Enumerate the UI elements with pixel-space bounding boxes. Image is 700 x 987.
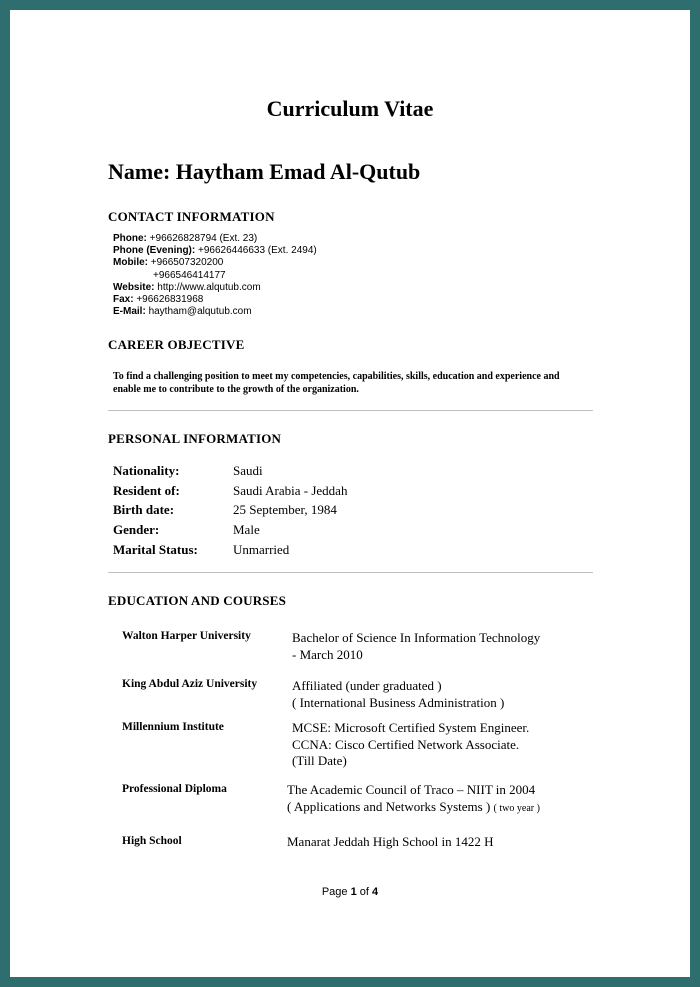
gender-label: Gender:: [113, 522, 160, 538]
education-line: - March 2010: [292, 646, 363, 662]
divider: [108, 410, 593, 411]
mobile-value-1: +966507320200: [150, 257, 224, 269]
phone-value: +96626828794 (Ext. 23): [149, 233, 258, 244]
education-heading: EDUCATION AND COURSES: [108, 593, 287, 608]
education-line: Bachelor of Science In Information Technology: [292, 630, 541, 645]
education-detail: [292, 630, 540, 663]
birth-date-label: Birth date:: [113, 502, 175, 518]
contact-heading: CONTACT INFORMATION: [108, 209, 275, 224]
education-line: ( International Business Administration ): [292, 694, 505, 710]
phone-evening-value: +96626446633 (Ext. 2494): [198, 245, 317, 257]
marital-status-value: Unmarried: [233, 541, 290, 557]
document-title: Curriculum Vitae: [266, 96, 434, 121]
resident-value: Saudi Arabia - Jeddah: [233, 482, 348, 498]
education-line: CCNA: Cisco Certified Network Associate.: [292, 736, 520, 752]
resident-label: Resident of:: [113, 482, 180, 498]
nationality-value: Saudi: [233, 463, 263, 478]
website-label: Website:: [113, 281, 155, 293]
page-number: [10, 886, 690, 898]
career-heading: CAREER OBJECTIVE: [108, 337, 245, 352]
education-line: Affiliated (under graduated ): [292, 678, 442, 693]
phone-label: Phone:: [113, 233, 147, 244]
education-line: Manarat Jeddah High School in 1422 H: [287, 834, 494, 849]
marital-status-label: Marital Status:: [113, 541, 198, 557]
education-line: MCSE: Microsoft Certified System Engineer.: [292, 720, 530, 735]
education-line-with-note: [287, 799, 540, 818]
mobile-value-2: +966546414177: [153, 269, 226, 281]
nationality-label: Nationality:: [113, 463, 180, 478]
fax-value: +96626831968: [136, 294, 204, 306]
website-value[interactable]: http://www.alqutub.com: [157, 281, 261, 293]
personal-heading: PERSONAL INFORMATION: [108, 431, 282, 446]
phone-row: [113, 233, 317, 245]
email-value[interactable]: haytham@alqutub.com: [148, 306, 252, 318]
website-row: [113, 282, 317, 294]
mobile-row: [113, 257, 317, 269]
fax-row: [113, 294, 317, 306]
phone-evening-label: Phone (Evening):: [113, 245, 196, 257]
gender-value: Male: [233, 522, 260, 538]
education-institution: Professional Diploma: [122, 783, 227, 795]
education-detail: [287, 834, 494, 851]
education-note: ( two year ): [493, 802, 540, 814]
candidate-name: Name: Haytham Emad Al-Qutub: [108, 159, 421, 184]
education-line: The Academic Council of Traco – NIIT in 2004: [287, 782, 536, 797]
email-row: [113, 306, 317, 318]
total-pages: 4: [372, 886, 379, 898]
birth-date-value: 25 September, 1984: [233, 502, 337, 518]
email-label: E-Mail:: [113, 306, 146, 318]
education-institution: King Abdul Aziz University: [122, 678, 258, 690]
of-word: of: [359, 886, 369, 898]
education-detail: [292, 720, 529, 770]
contact-block: [113, 233, 317, 318]
fax-label: Fax:: [113, 294, 134, 306]
education-line: ( Applications and Networks Systems ): [287, 798, 491, 814]
phone-evening-row: [113, 245, 317, 257]
mobile-row-2: [113, 270, 317, 282]
education-detail: [292, 678, 504, 711]
career-objective-text: To find a challenging position to meet my competencies, capabilities, skills, education and experience and enable me to contribute to the growth of the organization.: [113, 371, 560, 395]
mobile-label: Mobile:: [113, 257, 148, 269]
education-institution: Walton Harper University: [122, 630, 251, 642]
education-line: (Till Date): [292, 753, 347, 768]
divider: [108, 572, 593, 573]
education-detail: [287, 782, 540, 817]
education-institution: Millennium Institute: [122, 721, 224, 733]
document-page: [10, 10, 690, 977]
current-page: 1: [350, 886, 357, 898]
page-word: Page: [321, 886, 348, 898]
education-institution: High School: [122, 835, 182, 847]
